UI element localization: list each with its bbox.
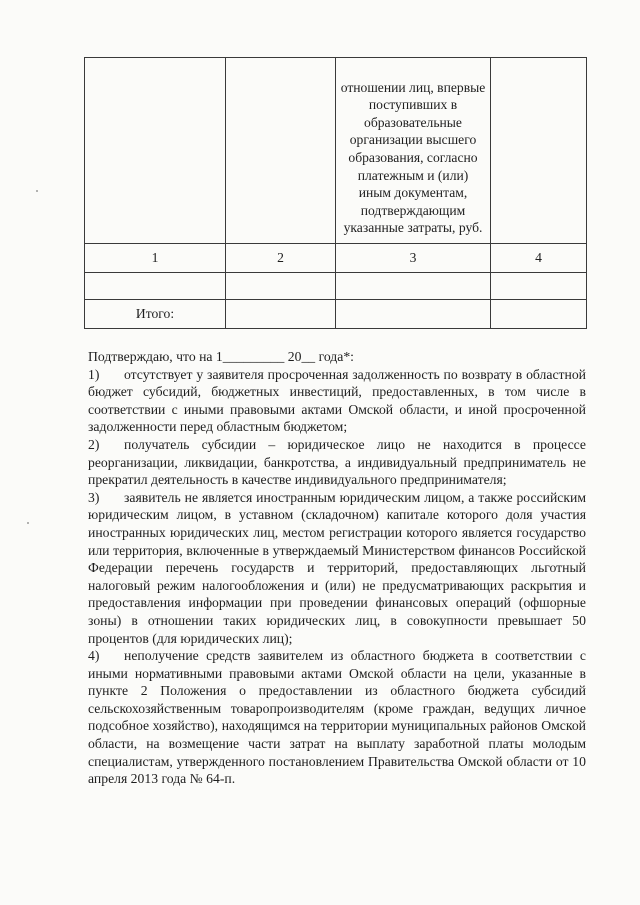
table-cell — [491, 273, 587, 300]
item-text: неполучение средств заявителем из областного бюджета в соответствии с иными нормативными правовыми актами Омской области на цели, указанные в пункте 2 Положения о предоставлении из областного бюджета субсидий сельскохозяйственным товаропроизводителям (кроме граждан, ведущих личное подсобное хозяйство), находящимся на территории муниципальных районов Омской области, на возмещение части затрат на выплату заработной платы молодым специалистам, утвержденного постановлением Правительства Омской области от 10 апреля 2013 года № 64-п. — [88, 648, 586, 787]
header-cell — [85, 58, 226, 244]
list-item — [88, 436, 586, 489]
item-text: отсутствует у заявителя просроченная задолженность по возврату в областной бюджет субсидий, бюджетных инвестиций, предоставленных, в том числе в соответствии с иными правовыми актами Омской области, и иной просроченной задолженности перед областным бюджетом; — [88, 366, 586, 435]
header-cell — [491, 58, 587, 244]
column-number-row — [85, 244, 587, 273]
total-cell — [336, 300, 491, 329]
scan-speck — [27, 522, 29, 524]
table-cell — [85, 273, 226, 300]
total-cell — [226, 300, 336, 329]
costs-table — [84, 57, 587, 329]
item-number: 1) — [88, 366, 100, 382]
item-number: 4) — [88, 648, 100, 664]
column-number-cell: 4 — [491, 244, 587, 273]
total-row — [85, 300, 587, 329]
list-item — [88, 366, 586, 436]
item-number: 2) — [88, 436, 100, 452]
confirmation-text — [88, 348, 586, 788]
header-cell — [226, 58, 336, 244]
header-cell: отношении лиц, впервые поступивших в образовательные организации высшего образования, согласно платежным и (или) иным документам, подтверждающим указанные затраты, руб. — [336, 58, 491, 244]
item-number: 3) — [88, 489, 100, 505]
list-item — [88, 489, 586, 647]
column-number-cell: 2 — [226, 244, 336, 273]
total-cell — [491, 300, 587, 329]
item-text: заявитель не является иностранным юридическим лицом, а также российским юридическим лицом, в уставном (складочном) капитале которого доля участия иностранных юридических лиц, местом регистрации которого является государство или территория, включенные в утверждаемый Министерством финансов Российской Федерации перечень государств и территорий, предоставляющих льготный налоговый режим налогообложения и (или) не предусматривающих раскрытия и предоставления информации при проведении финансовых операций (офшорные зоны) в отношении таких юридических лиц, в совокупности превышает 50 процентов (для юридических лиц); — [88, 489, 586, 646]
confirmation-intro: Подтверждаю, что на 1_________ 20__ года*: — [88, 349, 354, 364]
total-label: Итого: — [85, 300, 226, 329]
table-cell — [226, 273, 336, 300]
list-item — [88, 647, 586, 788]
scan-speck — [36, 190, 38, 192]
column-number-cell: 1 — [85, 244, 226, 273]
table-cell — [336, 273, 491, 300]
table-header-row — [85, 58, 587, 244]
item-text: получатель субсидии – юридическое лицо не находится в процессе реорганизации, ликвидации, банкротства, а индивидуальный предприниматель не прекратил деятельность в качестве индивидуального предпринимателя; — [88, 436, 586, 488]
column-number-cell: 3 — [336, 244, 491, 273]
table-row — [85, 273, 587, 300]
